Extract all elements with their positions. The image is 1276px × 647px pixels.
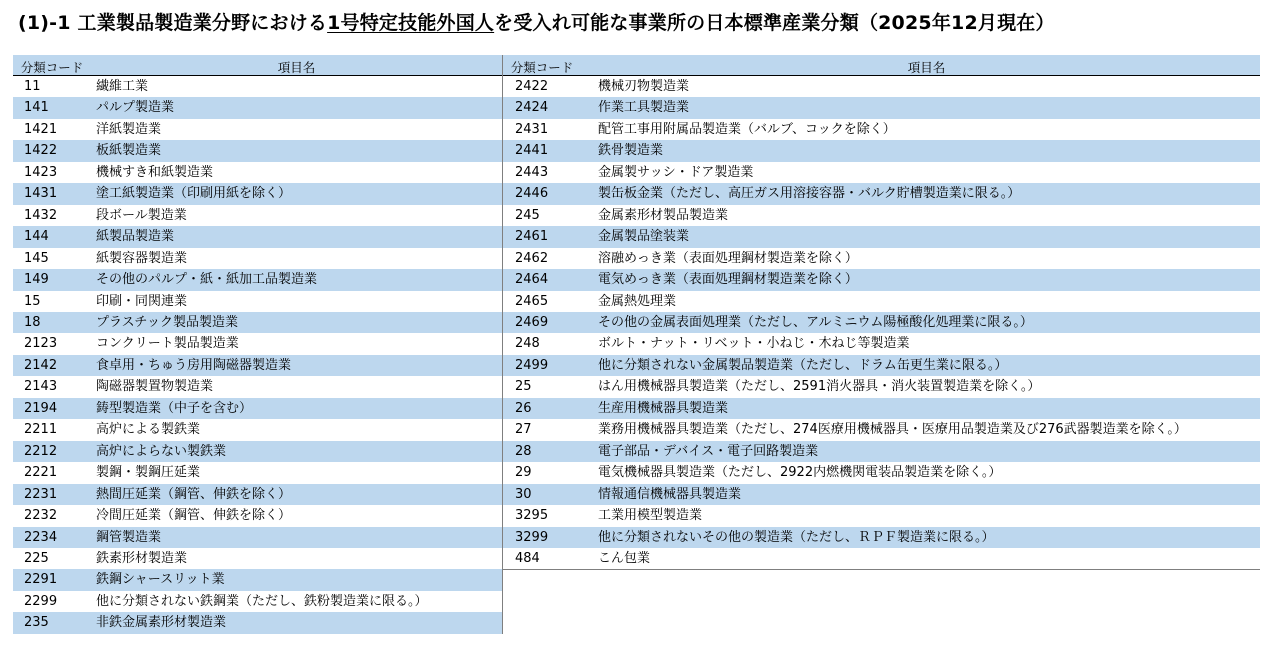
left-table-body: [13, 76, 502, 634]
table-row: [503, 269, 1260, 290]
table-row: [503, 441, 1260, 462]
classification-code: 1432: [24, 207, 58, 223]
item-name: ボルト・ナット・リベット・小ねじ・木ねじ等製造業: [598, 336, 910, 352]
classification-code: 235: [24, 615, 49, 631]
table-row: [13, 505, 502, 526]
item-name: 製缶板金業（ただし、高圧ガス用溶接容器・バルク貯槽製造業に限る。）: [598, 186, 1021, 202]
table-row: [13, 527, 502, 548]
classification-code: 2194: [24, 400, 58, 416]
classification-code: 1431: [24, 186, 58, 202]
table-row: [13, 226, 502, 247]
classification-code: 26: [515, 400, 532, 416]
item-name: 熱間圧延業（鋼管、伸鉄を除く）: [96, 486, 292, 502]
left-table: [13, 55, 503, 634]
item-name: 溶融めっき業（表面処理鋼材製造業を除く）: [598, 250, 858, 266]
item-name: 機械すき和紙製造業: [96, 164, 214, 180]
classification-code: 145: [24, 250, 49, 266]
table-row: [503, 333, 1260, 354]
item-name: はん用機械器具製造業（ただし、2591消火器具・消火装置製造業を除く。）: [598, 379, 1041, 395]
classification-code: 3295: [515, 508, 549, 524]
table-row: [503, 312, 1260, 333]
page-title: [18, 8, 1055, 35]
item-name: 電子部品・デバイス・電子回路製造業: [598, 443, 819, 459]
classification-code: 2443: [515, 164, 549, 180]
table-row: [13, 548, 502, 569]
classification-code: 2465: [515, 293, 549, 309]
table-row: [503, 205, 1260, 226]
classification-code: 2143: [24, 379, 58, 395]
classification-code: 1422: [24, 143, 58, 159]
item-name: 高炉によらない製鉄業: [96, 443, 227, 459]
table-row: [503, 376, 1260, 397]
classification-code: 2499: [515, 357, 549, 373]
table-row: [503, 398, 1260, 419]
item-name: その他のパルプ・紙・紙加工品製造業: [96, 272, 318, 288]
classification-code: 2212: [24, 443, 58, 459]
classification-code: 2291: [24, 572, 58, 588]
table-row: [13, 355, 502, 376]
title-underlined: 1号特定技能外国人: [327, 12, 495, 34]
classification-code: 2422: [515, 79, 549, 94]
table-row: [503, 226, 1260, 247]
classification-code: 225: [24, 550, 49, 566]
item-name: 他に分類されない金属製品製造業（ただし、ドラム缶更生業に限る。）: [598, 357, 1008, 373]
title-prefix: (1)-1 工業製品製造業分野における: [18, 12, 328, 34]
item-name: 製鋼・製鋼圧延業: [96, 465, 201, 481]
item-name: 金属素形材製品製造業: [598, 207, 729, 223]
table-row: [503, 248, 1260, 269]
classification-code: 2231: [24, 486, 58, 502]
header-name: 項目名: [277, 60, 316, 75]
item-name: パルプ製造業: [96, 100, 175, 116]
classification-code: 2464: [515, 272, 549, 288]
item-name: 繊維工業: [96, 79, 149, 94]
table-row: [503, 291, 1260, 312]
item-name: 冷間圧延業（鋼管、伸鉄を除く）: [96, 508, 292, 524]
classification-code: 3299: [515, 529, 549, 545]
left-table-header: [13, 55, 502, 76]
table-row: [503, 484, 1260, 505]
item-name: 陶磁器製置物製造業: [96, 379, 214, 395]
item-name: 高炉による製鉄業: [96, 422, 201, 438]
item-name: 印刷・同関連業: [96, 293, 188, 309]
table-row: [13, 591, 502, 612]
table-row: [13, 140, 502, 161]
table-row: [503, 140, 1260, 161]
classification-code: 2142: [24, 357, 58, 373]
classification-code: 2431: [515, 121, 549, 137]
item-name: 食卓用・ちゅう房用陶磁器製造業: [96, 357, 292, 373]
classification-code: 18: [24, 314, 41, 330]
right-table: [503, 55, 1260, 570]
item-name: 鉄素形材製造業: [96, 550, 188, 566]
table-row: [13, 419, 502, 440]
classification-code: 2462: [515, 250, 549, 266]
classification-code: 25: [515, 379, 532, 395]
classification-code: 2221: [24, 465, 58, 481]
table-row: [13, 291, 502, 312]
item-name: プラスチック製品製造業: [96, 314, 238, 330]
table-row: [503, 527, 1260, 548]
header-code: 分類コード: [20, 60, 84, 75]
table-row: [13, 312, 502, 333]
classification-code: 2441: [515, 143, 549, 159]
header-name: 項目名: [907, 60, 946, 75]
classification-code: 144: [24, 229, 49, 245]
table-row: [503, 76, 1260, 97]
item-name: 紙製容器製造業: [96, 250, 188, 266]
table-row: [13, 462, 502, 483]
header-code: 分類コード: [510, 60, 574, 75]
classification-code: 245: [515, 207, 540, 223]
classification-code: 248: [515, 336, 540, 352]
item-name: 配管工事用附属品製造業（バルブ、コックを除く）: [598, 121, 896, 137]
item-name: その他の金属表面処理業（ただし、アルミニウム陽極酸化処理業に限る。）: [598, 314, 1033, 330]
table-row: [13, 376, 502, 397]
item-name: 鋼管製造業: [96, 529, 162, 545]
table-row: [13, 248, 502, 269]
classification-code: 2446: [515, 186, 549, 202]
table-row: [13, 119, 502, 140]
item-name: 作業工具製造業: [598, 100, 690, 116]
table-row: [13, 333, 502, 354]
item-name: 工業用模型製造業: [598, 508, 703, 524]
table-row: [13, 569, 502, 590]
classification-code: 2299: [24, 593, 58, 609]
classification-code: 1423: [24, 164, 58, 180]
item-name: 非鉄金属素形材製造業: [96, 615, 227, 631]
classification-code: 149: [24, 272, 49, 288]
table-row: [503, 505, 1260, 526]
table-row: [13, 441, 502, 462]
classification-code: 484: [515, 550, 540, 566]
table-row: [13, 183, 502, 204]
item-name: 生産用機械器具製造業: [598, 400, 729, 416]
item-name: 金属製品塗装業: [598, 229, 690, 245]
item-name: 他に分類されないその他の製造業（ただし、ＲＰＦ製造業に限る。）: [598, 529, 995, 545]
table-row: [503, 119, 1260, 140]
classification-code: 28: [515, 443, 532, 459]
table-row: [13, 97, 502, 118]
item-name: 金属熱処理業: [598, 293, 677, 309]
table-row: [13, 205, 502, 226]
classification-code: 2234: [24, 529, 58, 545]
item-name: 鉄鋼シャースリット業: [96, 572, 225, 588]
table-row: [503, 419, 1260, 440]
classification-code: 141: [24, 100, 49, 116]
table-row: [13, 269, 502, 290]
classification-code: 1421: [24, 121, 58, 137]
classification-code: 2211: [24, 422, 58, 438]
item-name: 業務用機械器具製造業（ただし、274医療用機械器具・医療用品製造業及び276武器製造業を除く。）: [598, 422, 1187, 438]
classification-code: 15: [24, 293, 41, 309]
table-row: [13, 162, 502, 183]
table-row: [503, 548, 1260, 569]
table-row: [13, 484, 502, 505]
classification-code: 27: [515, 422, 532, 438]
item-name: 板紙製造業: [96, 143, 162, 159]
item-name: 鉄骨製造業: [598, 143, 664, 159]
item-name: 紙製品製造業: [96, 229, 175, 245]
item-name: 段ボール製造業: [96, 207, 187, 223]
item-name: 洋紙製造業: [96, 121, 162, 137]
item-name: 情報通信機械器具製造業: [598, 486, 742, 502]
item-name: 鋳型製造業（中子を含む）: [96, 400, 253, 416]
table-row: [503, 355, 1260, 376]
table-row: [13, 612, 502, 633]
item-name: コンクリート製品製造業: [96, 336, 239, 352]
classification-code: 2424: [515, 100, 549, 116]
classification-code: 30: [515, 486, 532, 502]
classification-code: 2123: [24, 336, 58, 352]
classification-code: 29: [515, 465, 532, 481]
classification-code: 2469: [515, 314, 549, 330]
classification-code: 2461: [515, 229, 549, 245]
table-row: [13, 398, 502, 419]
table-row: [503, 462, 1260, 483]
right-table-header: [503, 55, 1260, 76]
item-name: こん包業: [598, 550, 651, 566]
classification-code: 11: [24, 79, 41, 94]
item-name: 機械刃物製造業: [598, 79, 690, 94]
right-table-body: [503, 76, 1260, 569]
item-name: 電気機械器具製造業（ただし、2922内燃機関電装品製造業を除く。）: [598, 465, 1002, 481]
table-row: [13, 76, 502, 97]
classification-code: 2232: [24, 508, 58, 524]
item-name: 塗工紙製造業（印刷用紙を除く）: [96, 186, 292, 202]
table-row: [503, 162, 1260, 183]
table-row: [503, 183, 1260, 204]
item-name: 電気めっき業（表面処理鋼材製造業を除く）: [598, 272, 858, 288]
item-name: 他に分類されない鉄鋼業（ただし、鉄粉製造業に限る。）: [96, 593, 428, 609]
title-suffix: を受入れ可能な事業所の日本標準産業分類（2025年12月現在）: [494, 12, 1055, 34]
table-row: [503, 97, 1260, 118]
item-name: 金属製サッシ・ドア製造業: [598, 164, 754, 180]
